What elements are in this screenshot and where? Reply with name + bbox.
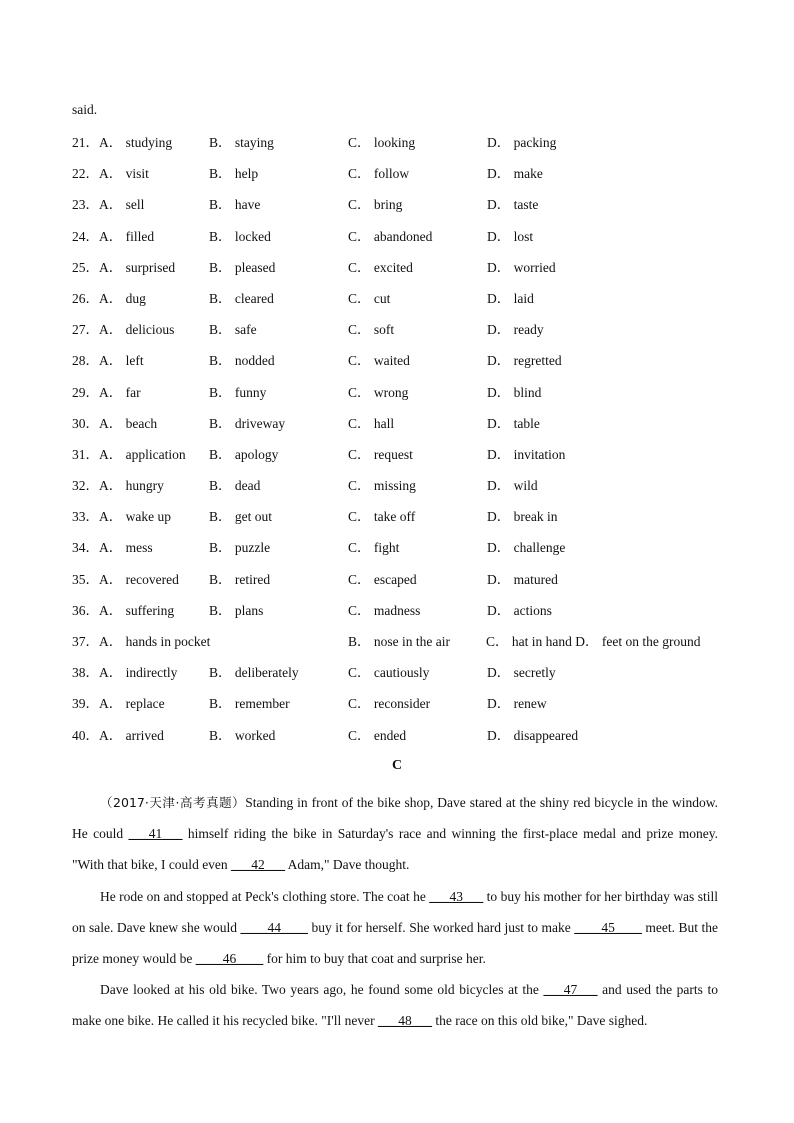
question-row	[72, 225, 732, 256]
option-b: B． pleased	[209, 259, 276, 275]
question-row	[72, 162, 732, 193]
option-c: C． missing	[348, 478, 416, 494]
question-number: 22．	[72, 166, 99, 182]
option-c: C． request	[348, 446, 413, 462]
option-a: A． dug	[99, 290, 146, 306]
question-row	[72, 318, 732, 349]
option-b: B． safe	[209, 322, 257, 338]
option-c: C． take off	[348, 509, 416, 525]
question-number: 31．	[72, 446, 99, 462]
question-row	[72, 193, 732, 224]
question-row	[72, 443, 732, 474]
passage-text: Standing in front of the bike shop, Dave stared at the shiny red bicycle in the window. He could	[72, 795, 718, 842]
question-number: 40．	[72, 727, 99, 743]
option-a: A． indirectly	[99, 665, 178, 681]
option-a: A． wake up	[99, 509, 171, 525]
option-c: C． looking	[348, 135, 416, 150]
option-d: D． regretted	[487, 353, 562, 369]
passage-text: meet. But the prize money would be	[72, 919, 719, 967]
passage-paragraph	[72, 974, 718, 1036]
option-a: A． suffering	[99, 602, 175, 618]
cloze-passage	[72, 787, 718, 1037]
question-number: 23．	[72, 197, 99, 213]
question-row	[72, 474, 732, 505]
option-c: C． ended	[348, 727, 407, 743]
question-row	[72, 256, 732, 287]
option-a: A． replace	[99, 696, 165, 712]
option-b: B． plans	[209, 602, 264, 618]
option-a: A． hands in pocket	[99, 634, 211, 649]
option-d: D． laid	[487, 290, 534, 306]
option-d: D． renew	[487, 696, 547, 712]
blank-45: ____45____	[574, 919, 642, 935]
question-number: 36．	[72, 602, 99, 618]
option-d: D． disappeared	[487, 727, 579, 743]
question-number: 39．	[72, 696, 99, 712]
option-a: A． sell	[99, 197, 145, 213]
option-d: D． secretly	[487, 665, 556, 681]
option-b: B． driveway	[209, 415, 286, 431]
option-c: C． hat in hand D． feet on the ground	[486, 634, 701, 649]
option-c: C． hall	[348, 415, 395, 431]
passage-text: for him to buy that coat and surprise her.	[263, 951, 486, 967]
blank-46: ____46____	[195, 951, 264, 967]
option-a: A． far	[99, 384, 141, 400]
passage-text: to buy his mother for her birthday was still on sale. Dave knew she would	[72, 888, 718, 935]
option-c: C． cut	[348, 290, 391, 306]
question-number: 21．	[72, 135, 99, 150]
option-d: D． actions	[487, 602, 552, 618]
option-a: A． mess	[99, 540, 153, 556]
question-row	[72, 724, 732, 755]
option-b: B． locked	[209, 228, 271, 244]
question-number: 24．	[72, 228, 99, 244]
option-b: B． deliberately	[209, 665, 299, 681]
option-b: B． dead	[209, 478, 261, 494]
option-d: D． matured	[487, 571, 558, 587]
option-a: A． studying	[99, 135, 173, 150]
option-c: C． abandoned	[348, 228, 433, 244]
blank-41: ___41___	[128, 826, 183, 842]
option-d: D． ready	[487, 322, 544, 338]
option-a: A． filled	[99, 228, 155, 244]
question-number: 37．	[72, 634, 99, 649]
question-row	[72, 412, 732, 443]
option-d: D． packing	[487, 135, 557, 150]
option-a: A． surprised	[99, 259, 176, 275]
question-number: 30．	[72, 415, 99, 431]
option-b: B． puzzle	[209, 540, 271, 556]
passage-text: the race on this old bike," Dave sighed.	[431, 1013, 648, 1029]
question-row	[72, 599, 732, 630]
option-a: A． beach	[99, 415, 158, 431]
blank-43: ___43___	[429, 888, 484, 904]
passage-paragraph	[72, 881, 718, 975]
blank-44: ____44____	[240, 919, 308, 935]
option-d: D． make	[487, 166, 543, 182]
option-b: B． nose in the air	[348, 634, 450, 649]
option-d: D． invitation	[487, 446, 566, 462]
option-b: B． nodded	[209, 353, 275, 369]
option-b: B． retired	[209, 571, 271, 587]
question-number: 27．	[72, 322, 99, 338]
option-c: C． soft	[348, 322, 395, 338]
question-number: 38．	[72, 665, 99, 681]
passage-text: Dave looked at his old bike. Two years ago, he found some old bicycles at the	[100, 982, 544, 998]
passage-text: buy it for herself. She worked hard just to make	[307, 919, 575, 935]
option-d: D． table	[487, 415, 540, 431]
option-c: C． follow	[348, 166, 410, 182]
option-d: D． taste	[487, 197, 539, 213]
option-a: A． left	[99, 353, 144, 369]
question-row	[72, 661, 732, 692]
option-b: B． staying	[209, 135, 274, 150]
question-row	[72, 536, 732, 567]
question-number: 32．	[72, 478, 99, 494]
blank-42: ___42___	[231, 857, 286, 873]
question-row	[72, 505, 732, 536]
intro-tail-text: said.	[72, 102, 98, 117]
option-b: B． remember	[209, 696, 290, 712]
option-b: B． worked	[209, 727, 276, 743]
question-number: 26．	[72, 290, 99, 306]
option-d: D． challenge	[487, 540, 566, 556]
option-a: A． recovered	[99, 571, 179, 587]
section-heading: C	[391, 758, 403, 773]
option-c: C． cautiously	[348, 665, 430, 681]
option-b: B． have	[209, 197, 261, 213]
source-note: （2017·天津·高考真题）	[100, 795, 246, 810]
option-d: D． wild	[487, 478, 538, 494]
option-b: B． help	[209, 166, 259, 182]
option-d: D． blind	[487, 384, 542, 400]
question-row	[72, 692, 732, 723]
option-a: A． application	[99, 446, 186, 462]
passage-paragraph	[72, 787, 718, 881]
question-row	[72, 630, 732, 661]
question-row	[72, 568, 732, 599]
question-number: 29．	[72, 384, 99, 400]
option-a: A． visit	[99, 166, 149, 182]
question-number: 33．	[72, 509, 99, 525]
option-c: C． fight	[348, 540, 400, 556]
passage-text: Adam," Dave thought.	[285, 857, 410, 873]
question-number: 25．	[72, 259, 99, 275]
question-number: 28．	[72, 353, 99, 369]
question-row	[72, 287, 732, 318]
question-row	[72, 131, 732, 162]
passage-text: himself riding the bike in Saturday's race and winning the first-place medal and prize money. "With that bike, I could even	[72, 826, 718, 873]
option-d: D． break in	[487, 509, 558, 525]
question-row	[72, 349, 732, 380]
option-a: A． delicious	[99, 322, 175, 338]
option-a: A． hungry	[99, 478, 164, 494]
option-c: C． reconsider	[348, 696, 431, 712]
option-b: B． apology	[209, 446, 279, 462]
option-c: C． wrong	[348, 384, 409, 400]
option-c: C． excited	[348, 259, 413, 275]
passage-text: He rode on and stopped at Peck's clothing store. The coat he	[100, 888, 430, 904]
question-number: 34．	[72, 540, 99, 556]
option-c: C． madness	[348, 602, 421, 618]
option-c: C． bring	[348, 197, 403, 213]
question-row	[72, 381, 732, 412]
answer-options-list	[72, 131, 732, 755]
blank-47: ___47___	[543, 982, 598, 998]
option-c: C． waited	[348, 353, 410, 369]
option-c: C． escaped	[348, 571, 417, 587]
option-b: B． funny	[209, 384, 267, 400]
option-d: D． worried	[487, 259, 556, 275]
question-number: 35．	[72, 571, 99, 587]
option-b: B． cleared	[209, 290, 274, 306]
passage-text: and used the parts to make one bike. He called it his recycled bike. "I'll never	[72, 982, 718, 1029]
option-d: D． lost	[487, 228, 534, 244]
blank-48: ___48___	[377, 1013, 432, 1029]
option-b: B． get out	[209, 509, 272, 525]
option-a: A． arrived	[99, 727, 164, 743]
